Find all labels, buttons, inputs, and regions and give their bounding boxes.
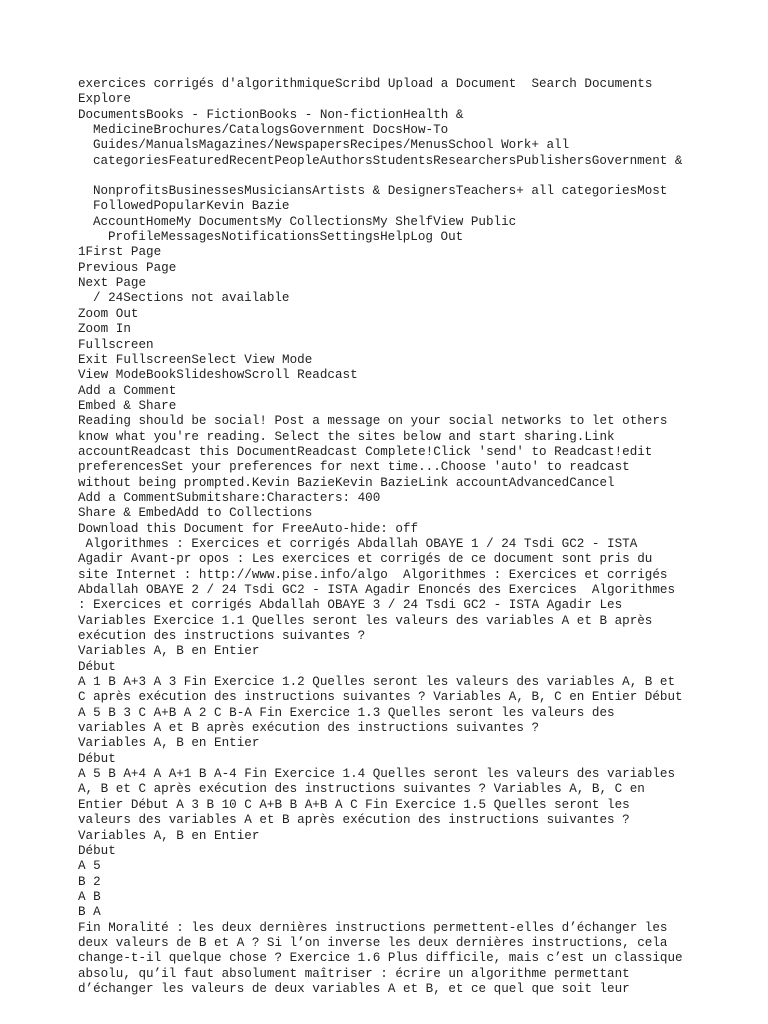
document-text-line: A, B et C après exécution des instructions suivantes ? Variables A, B, C en <box>78 782 645 797</box>
document-text-line: Variables A, B en Entier <box>78 736 260 751</box>
add-comment-link[interactable]: Add a Comment <box>78 383 177 398</box>
document-text-line: B A <box>78 905 101 920</box>
document-page <box>78 77 738 997</box>
nav-categories-line-4[interactable]: categoriesFeaturedRecentPeopleAuthorsStudentsResearchersPublishersGovernment & <box>93 153 683 168</box>
document-text-line: d’échanger les valeurs de deux variables A et B, et ce quel que soit leur <box>78 981 630 996</box>
document-text-line: Fin Moralité : les deux dernières instructions permettent-elles d’échanger les <box>78 920 668 935</box>
nav-categories-line-1[interactable]: DocumentsBooks - FictionBooks - Non-fictionHealth & <box>78 107 464 122</box>
document-text-line: Abdallah OBAYE 2 / 24 Tsdi GC2 - ISTA Agadir Enoncés des Exercices Algorithmes <box>78 583 676 597</box>
fullscreen-link[interactable]: Fullscreen <box>78 337 154 352</box>
document-text-line: valeurs des variables A et B après exécution des instructions suivantes ? <box>78 813 630 828</box>
exit-fullscreen-link[interactable]: Exit FullscreenSelect View Mode <box>78 352 313 367</box>
document-text-line: Entier Début A 3 B 10 C A+B B A+B A C Fin Exercice 1.5 Quelles seront les <box>78 797 630 812</box>
nav-categories-line-2[interactable]: MedicineBrochures/CatalogsGovernment DocsHow-To <box>93 123 449 138</box>
readcast-text-5[interactable]: without being prompted.Kevin BazieKevin BazieLink accountAdvancedCancel <box>78 475 615 490</box>
document-text-line: Variables Exercice 1.1 Quelles seront les valeurs des variables A et B après <box>78 613 653 628</box>
readcast-text-2[interactable]: know what you're reading. Select the sites below and start sharing.Link <box>78 429 615 444</box>
readcast-text-4[interactable]: preferencesSet your preferences for next time...Choose 'auto' to readcast <box>78 460 630 475</box>
first-page-link[interactable]: 1First Page <box>78 245 162 260</box>
document-text-line: Début <box>78 659 116 674</box>
nav-user-menu-line-1[interactable]: FollowedPopularKevin Bazie <box>93 199 290 214</box>
document-text-line: site Internet : http://www.pise.info/algo Algorithmes : Exercices et corrigés <box>78 567 668 582</box>
explore-link[interactable]: Explore <box>78 92 131 107</box>
scribd-logo-link[interactable]: Scribd <box>334 77 381 91</box>
search-documents-link[interactable]: Search Documents <box>531 77 653 91</box>
document-text-line: Variables A, B en Entier <box>78 828 260 843</box>
upload-document-link[interactable]: Upload a Document <box>387 77 517 91</box>
document-text-line: Variables A, B en Entier <box>78 644 260 659</box>
document-text-line: A 5 <box>78 859 101 874</box>
page-count-label: / 24Sections not available <box>93 291 290 306</box>
share-collections-line[interactable]: Share & EmbedAdd to Collections <box>78 506 313 521</box>
zoom-out-link[interactable]: Zoom Out <box>78 306 139 321</box>
next-page-link[interactable]: Next Page <box>78 276 147 291</box>
comment-submit-line[interactable]: Add a CommentSubmitshare:Characters: 400 <box>78 490 381 505</box>
document-text-line: A 1 B A+3 A 3 Fin Exercice 1.2 Quelles seront les valeurs des variables A, B et <box>78 675 676 690</box>
document-text-line: A B <box>78 889 101 904</box>
readcast-text-3[interactable]: accountReadcast this DocumentReadcast Complete!Click 'send' to Readcast!edit <box>78 444 653 459</box>
zoom-in-link[interactable]: Zoom In <box>78 322 131 337</box>
document-text-line: A 5 B A+4 A A+1 B A-4 Fin Exercice 1.4 Quelles seront les valeurs des variables <box>78 767 676 782</box>
embed-share-link[interactable]: Embed & Share <box>78 398 177 413</box>
nav-user-menu-line-2[interactable]: AccountHomeMy DocumentsMy CollectionsMy ShelfView Public <box>93 214 517 229</box>
document-text-line: B 2 <box>78 874 101 889</box>
document-text-line: change-t-il quelque chose ? Exercice 1.6 Plus difficile, mais c’est un classique <box>78 951 683 966</box>
document-title: exercices corrigés d'algorithmique <box>78 77 335 91</box>
document-text-line: Algorithmes : Exercices et corrigés Abdallah OBAYE 1 / 24 Tsdi GC2 - ISTA <box>78 536 638 551</box>
header-line <box>78 77 738 92</box>
nav-categories-line-5[interactable]: NonprofitsBusinessesMusiciansArtists & DesignersTeachers+ all categoriesMost <box>93 184 668 199</box>
readcast-text-1: Reading should be social! Post a message on your social networks to let others <box>78 414 668 429</box>
document-text-line: absolu, qu’il faut absolument maîtriser : écrire un algorithme permettant <box>78 966 630 981</box>
nav-categories-line-3[interactable]: Guides/ManualsMagazines/NewspapersRecipes/MenusSchool Work+ all <box>93 138 570 153</box>
previous-page-link[interactable]: Previous Page <box>78 260 177 275</box>
document-text-line: Agadir Avant-pr opos : Les exercices et corrigés de ce document sont pris du <box>78 552 653 567</box>
document-text-line: deux valeurs de B et A ? Si l’on inverse les deux dernières instructions, cela <box>78 935 668 950</box>
view-mode-link[interactable]: View ModeBookSlideshowScroll Readcast <box>78 368 358 383</box>
document-text-line: variables A et B après exécution des instructions suivantes ? <box>78 721 540 736</box>
nav-user-menu-line-3[interactable]: ProfileMessagesNotificationsSettingsHelpLog Out <box>108 230 464 245</box>
document-text-line: exécution des instructions suivantes ? <box>78 629 366 644</box>
document-text-line: C après exécution des instructions suivantes ? Variables A, B, C en Entier Début <box>78 690 683 705</box>
download-document-line[interactable]: Download this Document for FreeAuto-hide: off <box>78 521 419 536</box>
document-text-line: : Exercices et corrigés Abdallah OBAYE 3 / 24 Tsdi GC2 - ISTA Agadir Les <box>78 598 623 613</box>
document-text-line: A 5 B 3 C A+B A 2 C B-A Fin Exercice 1.3 Quelles seront les valeurs des <box>78 705 615 720</box>
nav-spacer <box>78 169 738 184</box>
document-text-line: Début <box>78 843 116 858</box>
document-text-line: Début <box>78 751 116 766</box>
